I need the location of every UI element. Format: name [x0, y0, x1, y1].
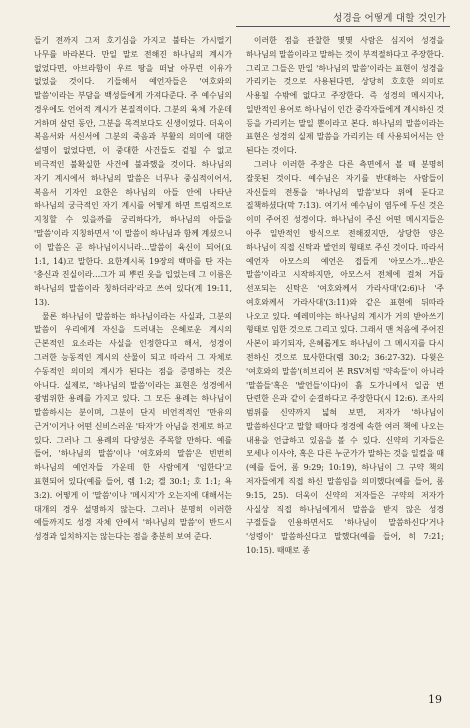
right-column [246, 34, 444, 558]
left-column [34, 34, 232, 544]
paragraph: 들기 전까지 그저 호기심을 가지고 불타는 가시떨기 나무를 바라본다. 만일 말로 전해진 하나님의 계시가 없었다면, 아브라함이 우르 땅을 떠날 아무런 이유가 없었을 것이다. 기들해서 예언자들은 '여호와의 말씀'이라는 부담을 백성들에게 가져다준다. 주 예수님의 경우에도 언어적 계시가 본질적이다. 그분의 육체 가운데 거하며 살던 동안, 그분을 목격보다도 신생이었다. 더욱이 복음서와 서신서에 그분의 죽음과 부활의 의미에 대한 설명이 없었다면, 이 중대한 사건들도 겉될 수 없고 비극적인 불확실한 사건에 불과했을 것이다. 하나님의 자기 계시에서 하나님의 말씀은 너무나 중심적이어서, 복음서 기자인 요한은 하나님의 아들 안에 나타난 하나님의 궁극적인 자기 계시를 어떻게 하면 트림적으로 지칭할 수 있을까를 궁리하다가, 하나님의 아들을 '말씀'이라 지칭하면서 '이 말씀이 하나님과 함께 계셨으니 이 말씀은 곧 하나님이시니라…말씀이 육신이 되어(요 1:1, 14)고 말한다. 요한계시록 19장의 백마를 탄 자는 '충신과 진실이라…그가 피 뿌린 옷을 입었는데 그 이름은 하나님의 말씀이라 칭하더라'라고 쓰여 있다(계 19:11, 13). [34, 36, 232, 307]
page-number: 19 [428, 693, 442, 706]
header-rule [236, 26, 450, 27]
paragraph: 그러나 이러한 주장은 다른 측면에서 볼 때 분명히 잘못된 것이다. 예수님은 자기를 반대하는 사람들이 자신들의 전통을 '하나님의 말씀'보다 위에 둔다고 질책하셨다(막 7:13). 여기서 예수님이 염두에 두신 것은 이미 주어진 성경이다. 하나님이 주신 어떤 메시지들은 아주 일반적인 방식으로 전해졌지만, 상당한 양은 하나님이 직접 신탁과 발언의 형태로 주신 것이다. 따라서 예언자 아모스의 예언은 접들게 '아모스가…받은 말씀'이라고 시작하지만, 아모스서 전체에 걸쳐 거듭 선포되는 신탁은 '여호와께서 가라사대'(2:6)나 '주 여호와께서 가라사대'(3:11)와 같은 표현에 뒤따라 나오고 있다. 예레미야는 하나님의 계시가 거의 받아쓰기 형태로 임한 것으로 그리고 있다. 그래서 맨 처음에 주어진 사본이 파기되자, 은혜롭게도 하나님이 그 메시지를 다시 전하신 것으로 묘사한다(렘 30:2; 36:27-32). 다윗은 '여호와의 말씀'(히브리어 본 RSV처럼 '약속들'이 아니라 '말씀들'혹은 '발언들'이다)이 흙 도가니에서 일곱 번 단련한 은과 같이 순결하다고 주장한다(시 12:6). 조사의 범위를 신약까지 넓혀 보면, 저자가 '하나님이 말씀하신다'고 말할 때마다 정경에 속한 여러 책에 나오는 내용을 언급하고 있음을 볼 수 있다. 신약의 기자들은 모세나 이사야, 혹은 다른 누군가가 말하는 것을 일컬을 때(예를 들어, 롬 9:29; 10:19), 하나님이 그 구약 책의 저자들에게 직접 하신 말씀임을 의미했다(예를 들어, 롬 9:15, 25). 더욱이 신약의 저자들은 구약의 저자가 사실상 직접 하나님에게서 말씀을 받지 않은 성경 구절들을 인용하면서도 '하나님이 말씀하신다'거나 '성령이' 말씀하신다고 말했다(예를 들어, 히 7:21; 10:15). 때때로 종 [246, 160, 444, 555]
paragraph: 물론 하나님이 말씀하는 하나님이라는 사실과, 그분의 말씀이 우리에게 자신을 드러내는 은혜로운 계시의 근본적인 요소라는 사실을 인정한다고 해서, 성경이 그러한 능동적인 계시의 산물이 되고 따라서 그 자체로 수동적인 의미의 계시가 된다는 점을 증명하는 것은 아니다. 실제로, '하나님의 말씀'이라는 표현은 성경에서 광범위한 용례를 가지고 있다. 그 모든 용례는 하나님이 말씀하시는 분이며, 그분이 단지 비언적적인 '만유의 근거'이거나 어떤 신비스러운 '타자'가 아님을 전제로 하고 있다. 그러나 그 용례의 다양성은 주목할 만하다. 예를 들어, '하나님의 말씀'이나 '여호와의 말씀'은 빈번히 하나님의 예언자들 가운데 한 사람에게 '임한다'고 표현되어 있다(예를 들어, 렘 1:2; 겔 30:1; 호 1:1; 욕 3:2). 어떻게 이 '말씀'이나 '메시지'가 오는지에 대해서는 대개의 경우 설명하지 않는다. 그러나 분명히 이러한 예들까지도 성경 자체 안에서 '하나님의 말씀'이 반드시 성경과 일치하지는 않는다는 점을 충분히 보여 준다. [34, 311, 232, 542]
running-header: 성경을 어떻게 대할 것인가 [333, 13, 446, 24]
paragraph: 이러한 점을 관찰한 몇몇 사람은 심지어 성경을 하나님의 말씀이라고 말하는 것이 부적절하다고 주장한다. 그리고 그들은 만일 '하나님의 말씀'이라는 표현이 성경을 가리키는 것으로 사용된다면, 상당히 호호한 의미로 사용될 수밖에 없다고 주장한다. 즉 성경의 메시지나, 일반적인 용어로 하나님이 인간 중각자들에게 계시하신 것 등을 가리키는 말일 뿐이라고 본다. 하나님의 말씀이라는 표현은 성경의 실제 말씀을 가리키는 데 사용되어서는 안 된다는 것이다. [246, 36, 444, 156]
